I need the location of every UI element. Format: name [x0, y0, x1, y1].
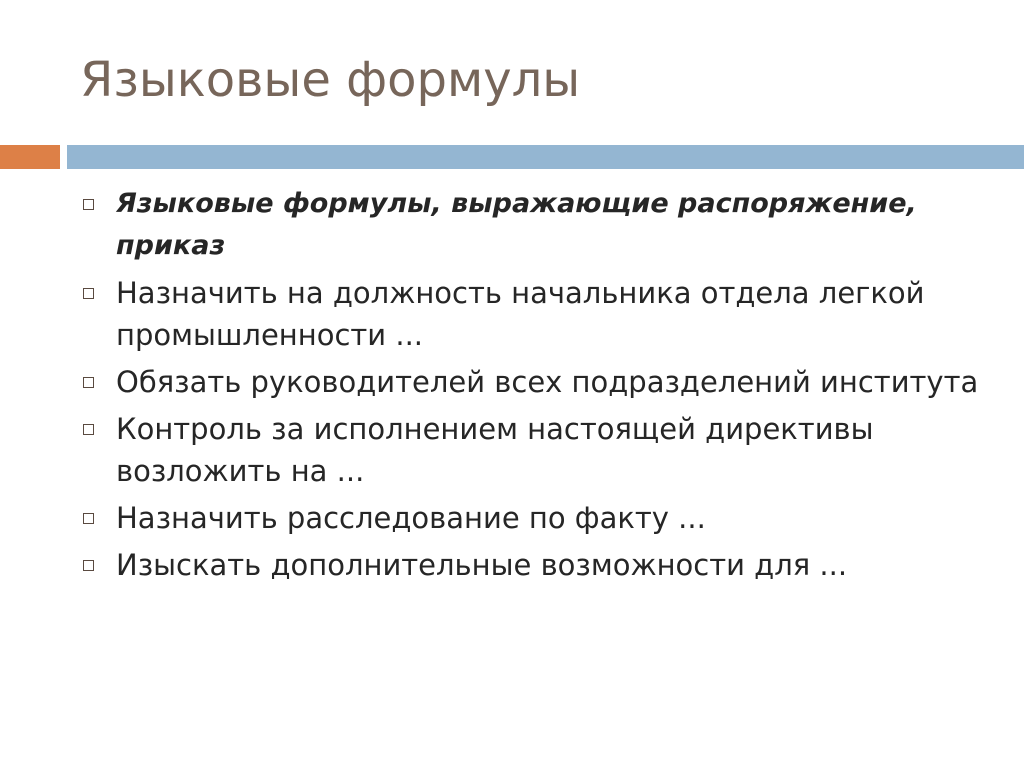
- hollow-square-bullet-icon: [83, 288, 94, 299]
- hollow-square-bullet-icon: [83, 560, 94, 571]
- bullet-list: [80, 183, 980, 591]
- bullet-text: Изыскать дополнительные возможности для ...: [116, 548, 848, 582]
- bullet-text: Назначить на должность начальника отдела легкой промышленности ...: [116, 276, 925, 352]
- bullet-text: Назначить расследование по факту ...: [116, 501, 706, 535]
- bullet-text: Обязать руководителей всех подразделений института: [116, 365, 979, 399]
- hollow-square-bullet-icon: [83, 513, 94, 524]
- bullet-item: [80, 497, 980, 539]
- hollow-square-bullet-icon: [83, 424, 94, 435]
- bullet-text: Языковые формулы, выражающие распоряжение, приказ: [116, 188, 917, 261]
- orange-accent-bar: [0, 145, 60, 169]
- bullet-item: [80, 408, 980, 492]
- hollow-square-bullet-icon: [83, 377, 94, 388]
- bullet-item: [80, 544, 980, 586]
- slide-title: Языковые формулы: [80, 52, 581, 108]
- bullet-item: [80, 272, 980, 356]
- bullet-text: Контроль за исполнением настоящей директивы возложить на ...: [116, 412, 874, 488]
- hollow-square-bullet-icon: [83, 199, 94, 210]
- blue-divider-bar: [67, 145, 1024, 169]
- bullet-item: [80, 361, 980, 403]
- bullet-item-heading: [80, 183, 980, 267]
